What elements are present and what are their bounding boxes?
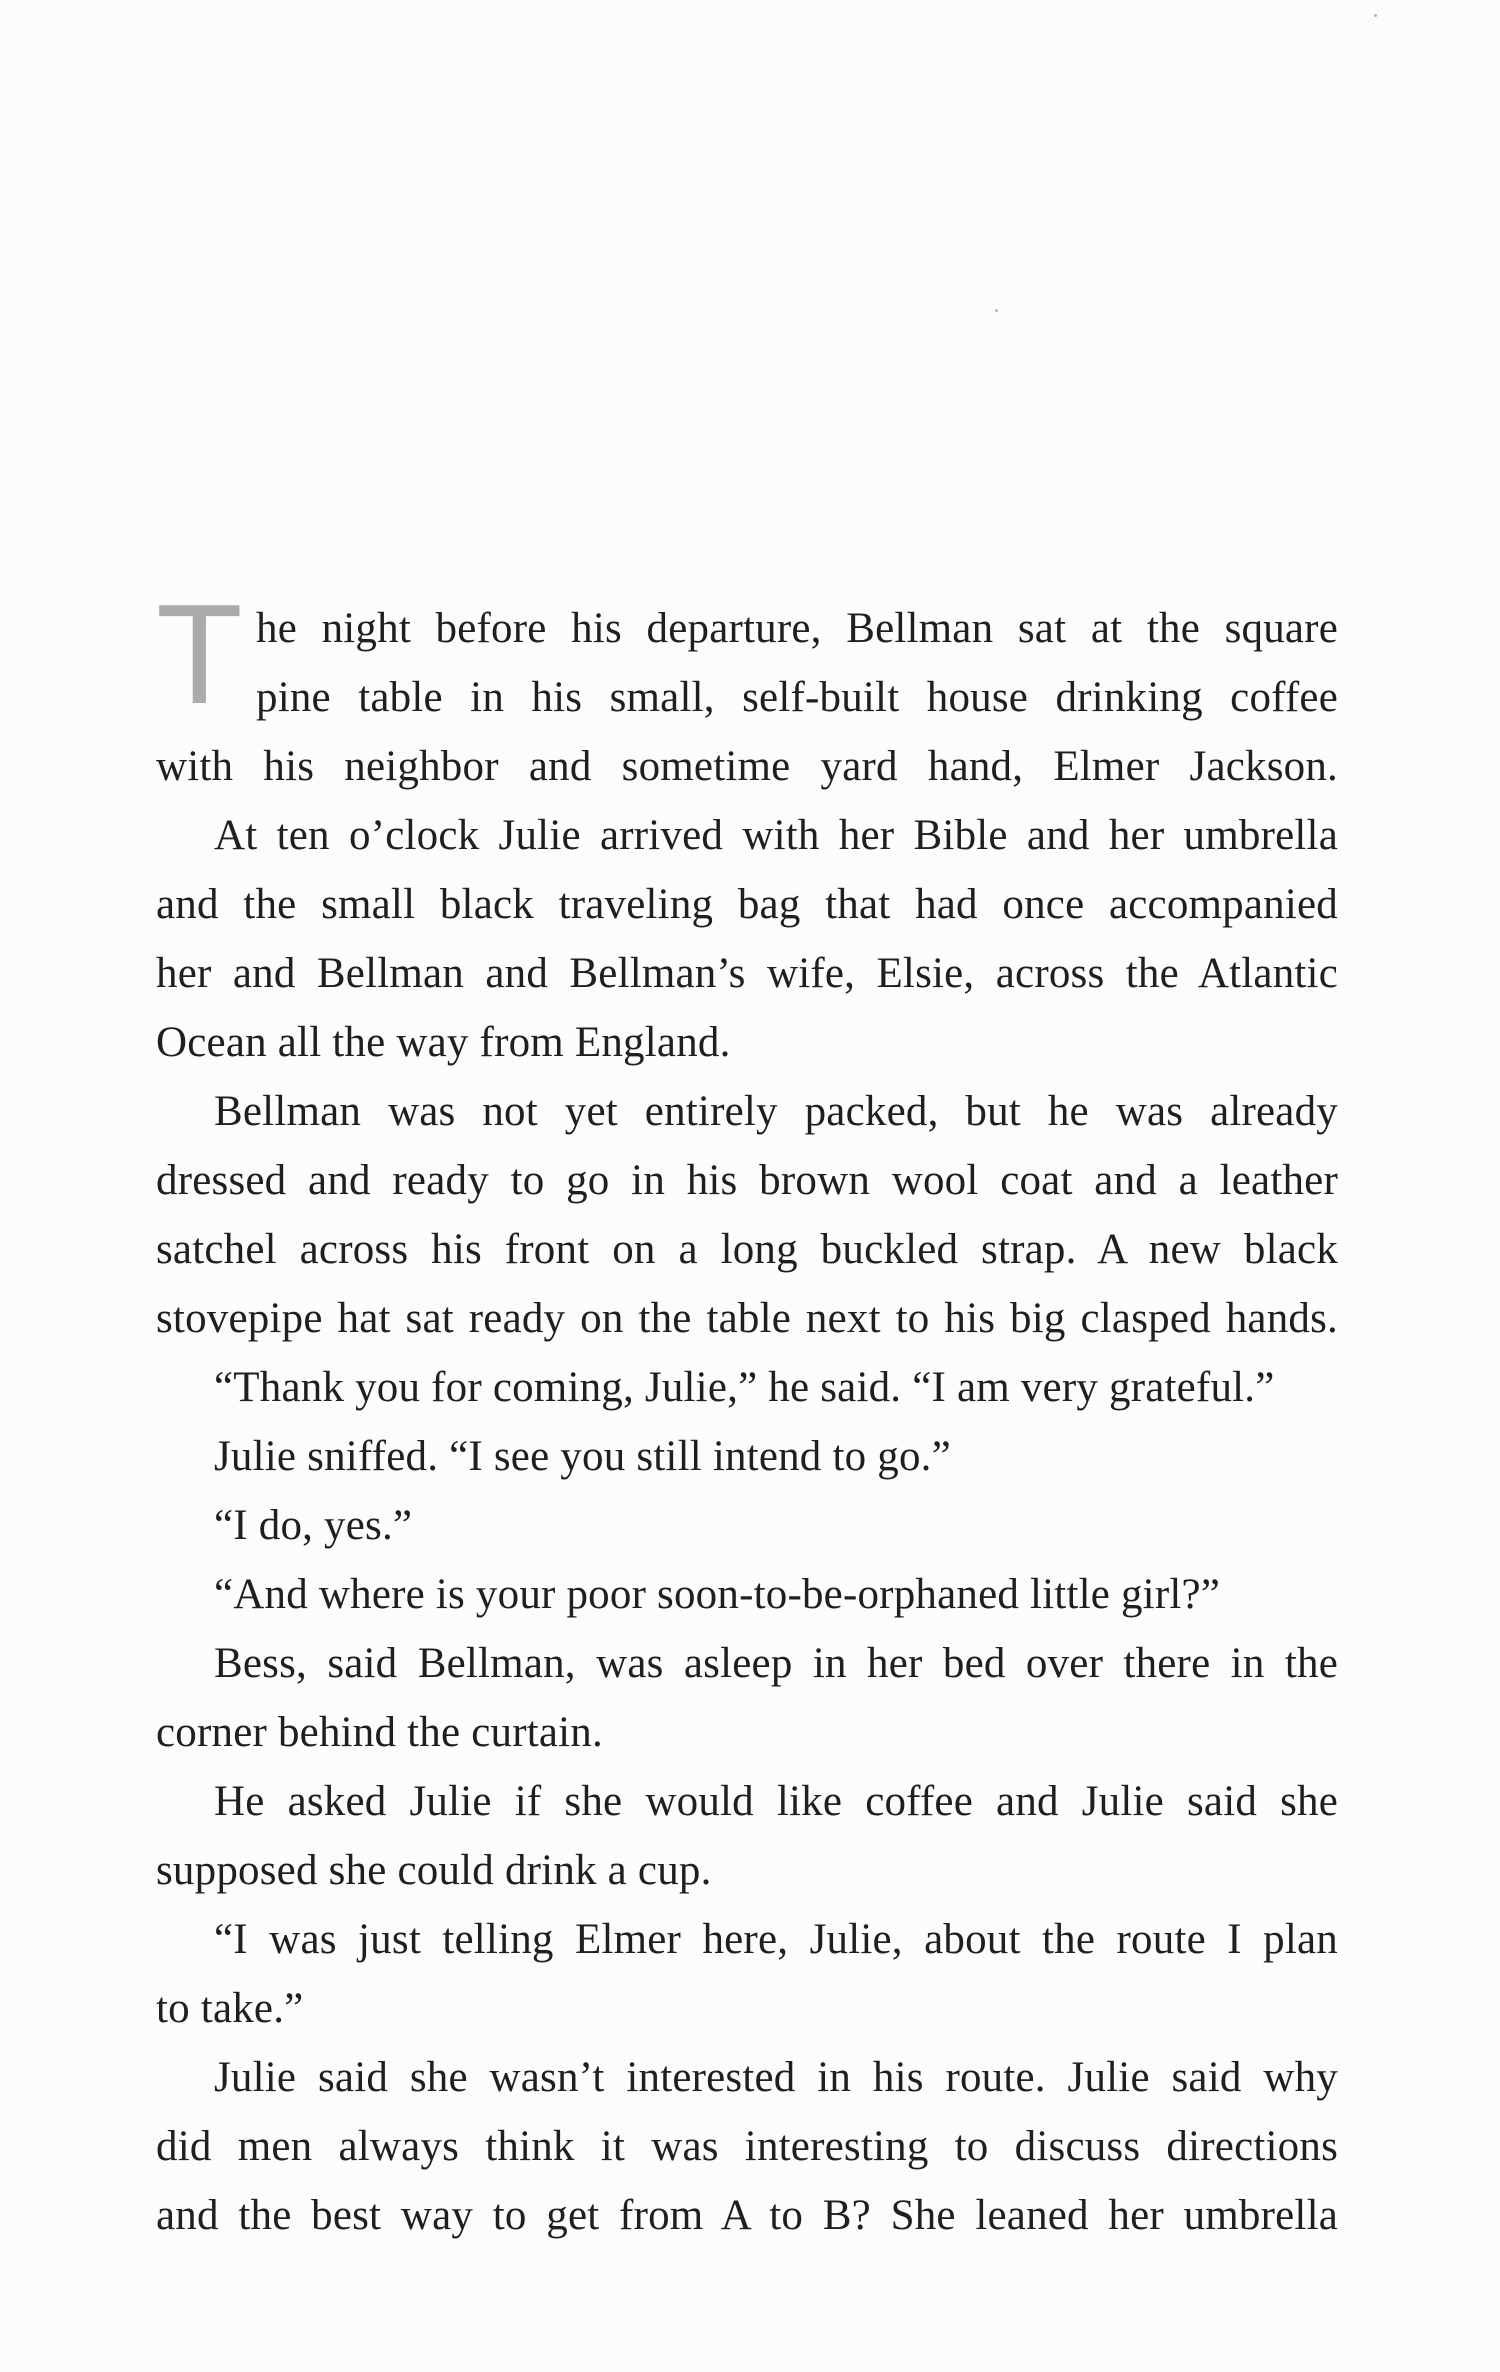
text-line: with his neighbor and sometime yard hand, Elmer Jackson. <box>156 743 1338 790</box>
text-line: corner behind the curtain. <box>156 1709 603 1756</box>
text-line: He asked Julie if she would like coffee and Julie said she <box>214 1778 1338 1825</box>
text-line: Julie said she wasn’t interested in his route. Julie said why <box>214 2054 1338 2101</box>
text-line: dressed and ready to go in his brown wool coat and a leather <box>156 1157 1338 1204</box>
text-line: and the small black traveling bag that had once accompanied <box>156 881 1338 928</box>
text-line: he night before his departure, Bellman sat at the square <box>256 605 1338 652</box>
text-line: Bellman was not yet entirely packed, but he was already <box>214 1088 1338 1135</box>
text-line: and the best way to get from A to B? She leaned her umbrella <box>156 2192 1338 2239</box>
text-line: At ten o’clock Julie arrived with her Bible and her umbrella <box>214 812 1338 859</box>
text-line: “Thank you for coming, Julie,” he said. “I am very grateful.” <box>214 1364 1275 1411</box>
text-line: stovepipe hat sat ready on the table next to his big clasped hands. <box>156 1295 1338 1342</box>
text-line: Julie sniffed. “I see you still intend to go.” <box>214 1433 951 1480</box>
text-line: pine table in his small, self-built house drinking coffee <box>256 674 1338 721</box>
text-line: satchel across his front on a long buckled strap. A new black <box>156 1226 1338 1273</box>
text-line: to take.” <box>156 1985 304 2032</box>
text-line: “I do, yes.” <box>214 1502 413 1549</box>
text-line: supposed she could drink a cup. <box>156 1847 712 1894</box>
text-line: did men always think it was interesting to discuss directions <box>156 2123 1338 2170</box>
text-line: Ocean all the way from England. <box>156 1019 731 1066</box>
text-line: Bess, said Bellman, was asleep in her bed over there in the <box>214 1640 1338 1687</box>
text-line: “I was just telling Elmer here, Julie, about the route I plan <box>214 1916 1338 1963</box>
scan-speck <box>995 309 998 312</box>
text-line: her and Bellman and Bellman’s wife, Elsie, across the Atlantic <box>156 950 1338 997</box>
body-text <box>156 575 1338 2250</box>
scan-speck <box>1374 14 1377 17</box>
drop-cap: T <box>156 575 243 734</box>
text-line: “And where is your poor soon-to-be-orphaned little girl?” <box>214 1571 1221 1618</box>
